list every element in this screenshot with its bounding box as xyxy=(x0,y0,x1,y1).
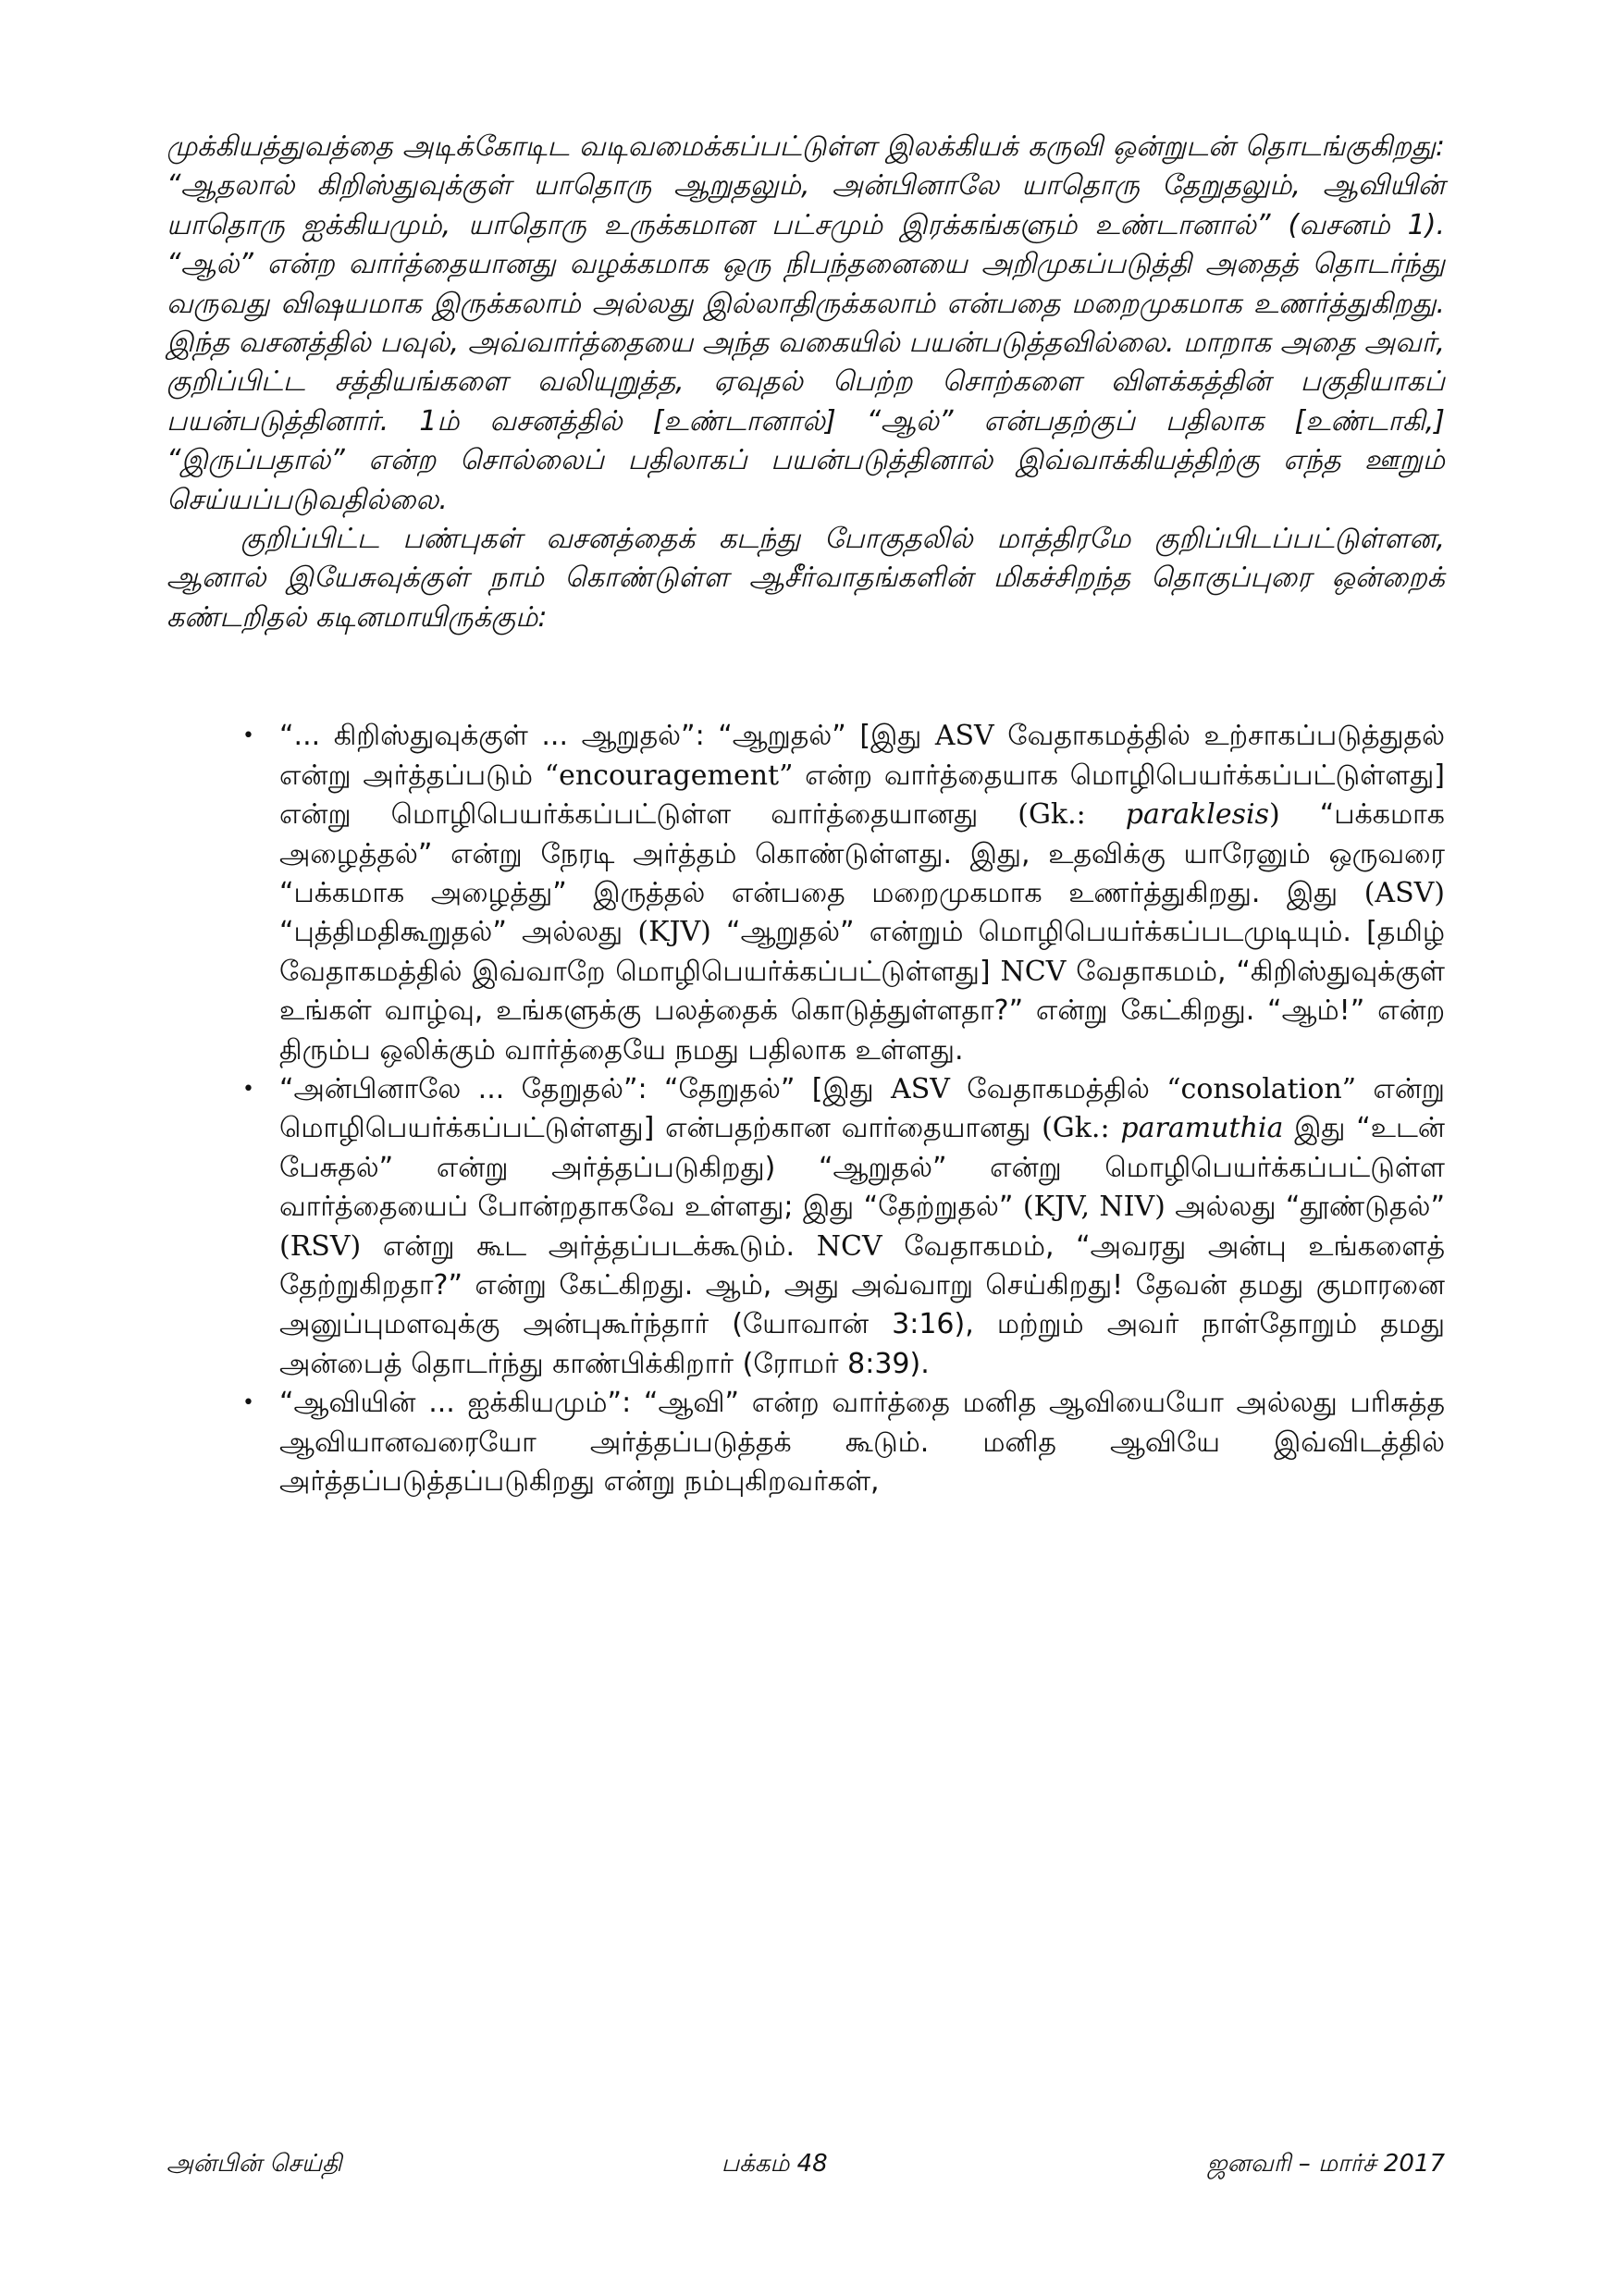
text-run: paramuthia xyxy=(1120,1112,1284,1145)
text-run: என்று கூட அர்த்தப்படக்கூடும். xyxy=(361,1229,817,1263)
text-run: என்ற வார்த்தையாக மொழிபெயர்க்கப்பட்டுள்ளது] என்று மொழிபெயர்க்கப்பட்டுள்ள வார்த்தையானது xyxy=(279,759,1446,832)
paragraph-summary: குறிப்பிட்ட பண்புகள் வசனத்தைக் கடந்து போகுதலில் மாத்திரமே குறிப்பிடப்பட்டுள்ளன, ஆனால் இயேசுவுக்குள் நாம் கொண்டுள்ள ஆசீர்வாதங்களின் மிகச்சிறந்த தொகுப்புரை ஒன்றைக் கண்டறிதல் கடினமாயிருக்கும்: xyxy=(167,523,1445,634)
text-run: வேதாகமம், “அவரது அன்பு உங்களைத் தேற்றுகிறதா?” என்று கேட்கிறது. ஆம், அது அவ்வாறு செய்கிறது! தேவன் தமது குமாரனை அனுப்புமளவுக்கு அன்புகூர்ந்தார் (யோவான் 3:16), மற்றும் அவர் நாள்தோறும் தமது அன்பைத் தொடர்ந்து காண்பிக்கிறார் (ரோமர் 8:39). xyxy=(279,1229,1445,1380)
text-run: paraklesis xyxy=(1125,798,1270,832)
text-run: ASV xyxy=(934,720,994,753)
text-run: “... கிறிஸ்துவுக்குள் ... ஆறுதல்”: “ஆறுதல்” [இது xyxy=(279,720,935,753)
text-run: (Gk.: xyxy=(1018,798,1126,832)
list-item xyxy=(167,717,1445,1070)
list-item xyxy=(167,1384,1445,1501)
paragraph-intro: முக்கியத்துவத்தை அடிக்கோடிட வடிவமைக்கப்பட்டுள்ள இலக்கியக் கருவி ஒன்றுடன் தொடங்குகிறது: “ஆதலால் கிறிஸ்துவுக்குள் யாதொரு ஆறுதலும், அன்பினாலே யாதொரு தேறுதலும், ஆவியின் யாதொரு ஐக்கியமும், யாதொரு உருக்கமான பட்சமும் இரக்கங்களும் உண்டானால்” (வசனம் 1). “ஆல்” என்ற வார்த்தையானது வழக்கமாக ஒரு நிபந்தனையை அறிமுகப்படுத்தி அதைத் தொடர்ந்து வருவது விஷயமாக இருக்கலாம் அல்லது இல்லாதிருக்கலாம் என்பதை மறைமுகமாக உணர்த்துகிறது. இந்த வசனத்தில் பவுல், அவ்வார்த்தையை அந்த வகையில் பயன்படுத்தவில்லை. மாறாக அதை அவர், குறிப்பிட்ட சத்தியங்களை வலியுறுத்த, ஏவுதல் பெற்ற சொற்களை விளக்கத்தின் பகுதியாகப் பயன்படுத்தினார். 1ம் வசனத்தில் [உண்டானால்] “ஆல்” என்பதற்குப் பதிலாக [உண்டாகி,] “இருப்பதால்” என்ற சொல்லைப் பதிலாகப் பயன்படுத்தினால் இவ்வாக்கியத்திற்கு எந்த ஊறும் செய்யப்படுவதில்லை. xyxy=(167,130,1445,516)
bullet-icon: • xyxy=(242,1391,254,1415)
text-run: இது “உடன் பேசுதல்” என்று அர்த்தப்படுகிறது) “ஆறுதல்” என்று மொழிபெயர்க்கப்பட்டுள்ள வார்த்தையைப் போன்றதாகவே உள்ளது; இது “தேற்றுதல்” xyxy=(279,1112,1445,1224)
text-run: அல்லது “தூண்டுதல்” xyxy=(1165,1191,1445,1224)
text-run: “consolation” xyxy=(1166,1072,1357,1105)
text-run: (KJV, NIV) xyxy=(1022,1191,1166,1224)
spacer xyxy=(167,637,1445,717)
list-item-text xyxy=(279,717,1445,1070)
footer-region xyxy=(167,1501,1445,2235)
text-run: “encouragement” xyxy=(544,759,794,792)
text-run: NCV xyxy=(1000,955,1067,988)
text-run: (ASV) xyxy=(1363,876,1445,909)
text-run: வேதாகமம், “கிறிஸ்துவுக்குள் உங்கள் வாழ்வு, உங்களுக்கு பலத்தைக் கொடுத்துள்ளதா?” என்று கேட்கிறது. “ஆம்!” என்ற திரும்ப ஒலிக்கும் வார்த்தையே நமது பதிலாக உள்ளது. xyxy=(279,955,1445,1067)
list-item-text xyxy=(279,1384,1445,1501)
text-run: “அன்பினாலே ... தேறுதல்”: “தேறுதல்” [இது xyxy=(279,1072,892,1105)
text-run: (RSV) xyxy=(279,1229,362,1263)
text-run: “புத்திமதிகூறுதல்” அல்லது xyxy=(279,916,638,949)
list-item-text xyxy=(279,1070,1445,1384)
text-run: ASV xyxy=(891,1072,950,1105)
list-item xyxy=(167,1070,1445,1384)
bullet-icon: • xyxy=(242,1077,254,1101)
text-run: “பக்கமாக அழைத்தல்” என்று நேரடி அர்த்தம் கொண்டுள்ளது. இது, உதவிக்கு யாரேனும் ஒருவரை “பக்கமாக அழைத்து” இருத்தல் என்பதை மறைமுகமாக உணர்த்துகிறது. இது xyxy=(279,798,1446,909)
bullet-list xyxy=(167,717,1445,1501)
footer-page-number: பக்கம் 48 xyxy=(721,2150,828,2179)
text-run: “ஆறுதல்” என்றும் மொழிபெயர்க்கப்படமுடியும். [தமிழ் வேதாகமத்தில் இவ்வாறே மொழிபெயர்க்கப்பட்டுள்ளது] xyxy=(279,916,1445,988)
page-footer xyxy=(167,2148,1445,2179)
footer-issue-date: ஜனவரி – மார்ச் 2017 xyxy=(1207,2150,1445,2179)
text-run: “ஆவியின் ... ஐக்கியமும்”: “ஆவி” என்ற வார்த்தை மனித ஆவியையோ அல்லது பரிசுத்த ஆவியானவரையோ அர்த்தப்படுத்தக் கூடும். மனித ஆவியே இவ்விடத்தில் அர்த்தப்படுத்தப்படுகிறது என்று நம்புகிறவர்கள், xyxy=(279,1387,1445,1498)
text-run: (Gk.: xyxy=(1042,1112,1121,1145)
text-run: ) xyxy=(1269,798,1280,832)
text-run: NCV xyxy=(816,1229,882,1263)
text-run: வேதாகமத்தில் உற்சாகப்படுத்துதல் என்று அர்த்தப்படும் xyxy=(279,720,1445,792)
text-run: என்று மொழிபெயர்க்கப்பட்டுள்ளது] என்பதற்கான வார்தையானது xyxy=(279,1072,1445,1145)
page-body xyxy=(167,0,1445,1501)
text-run: (KJV) xyxy=(637,916,711,949)
text-run: வேதாகமத்தில் xyxy=(949,1072,1167,1105)
bullet-icon: • xyxy=(242,724,254,748)
footer-publication-title: அன்பின் செய்தி xyxy=(167,2150,342,2179)
